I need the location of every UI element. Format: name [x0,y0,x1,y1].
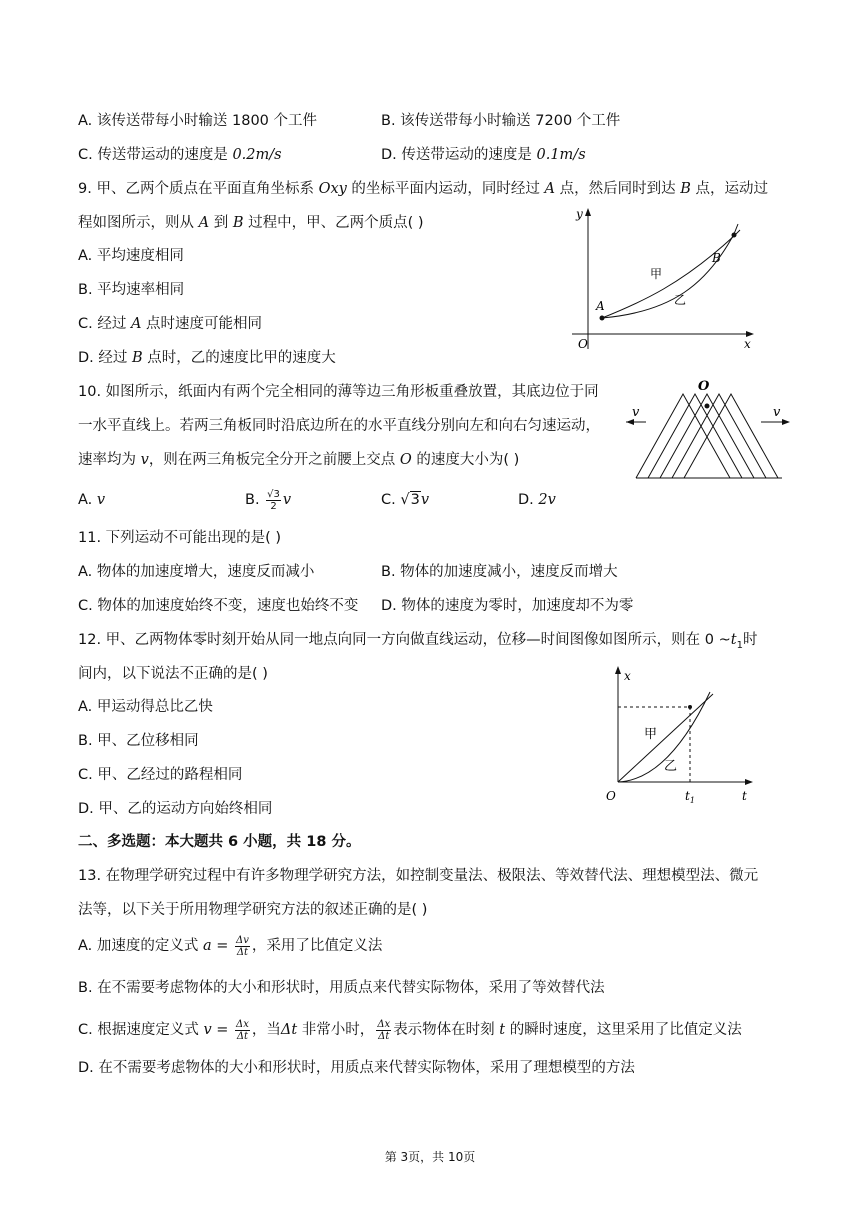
q10-fig-v-left: v [632,405,640,420]
q12-option-d: D. 甲、乙的运动方向始终相同 [78,801,273,817]
page-footer: 第 3页，共 10页 [384,1150,476,1164]
q13-stem-line2: 法等，以下关于所用物理学研究方法的叙述正确的是( ) [78,902,428,918]
q12-fig-label-yi: 乙 [664,759,678,774]
q12-fig-x-label: x [624,669,631,683]
q11-stem: 11. 下列运动不可能出现的是( ) [78,530,282,546]
q12-fig-origin: O [606,789,616,803]
q9-fig-x-label: x [744,337,751,351]
q12-option-c: C. 甲、乙经过的路程相同 [78,767,243,783]
q13-option-a: A. 加速度的定义式 a = $\frac{\Delta v}{\Delta t}$ ，采用了比值定义法 [78,934,383,958]
q8-option-c: C. 传送带运动的速度是 0.2m/s [78,147,282,163]
q10-option-a: A. v [78,492,106,508]
q13-stem-line1: 13. 在物理学研究过程中有许多物理学研究方法，如控制变量法、极限法、等效替代法、理想模型法、微元 [78,868,759,884]
q12-option-b: B. 甲、乙位移相同 [78,733,199,749]
q9-fig-label-yi: 乙 [674,293,687,307]
q10-option-c: C. √3v [381,492,430,508]
q10-figure [626,350,796,490]
q8-option-a: A. 该传送带每小时输送 1800 个工件 [78,113,318,129]
q10-fig-point-o: O [698,379,710,394]
q12-figure [598,660,764,810]
q9-stem-line2: 程如图所示，则从 A 到 B 过程中，甲、乙两个质点( ) [78,215,424,231]
q13-option-c: C. 根据速度定义式 v = $\frac{\Delta x}{\Delta t}$ ，当Δt 非常小时， $\frac{\Delta x}{\Delta t}$ 表示物体在时刻 t 的瞬时速度，这里采用了比值定义法 [78,1018,742,1042]
q11-option-a: A. 物体的加速度增大，速度反而减小 [78,564,315,580]
q9-stem-line1: 9. 甲、乙两个质点在平面直角坐标系 Oxy 的坐标平面内运动，同时经过 A 点，然后同时到达 B 点，运动过 [78,181,769,197]
q9-option-a: A. 平均速度相同 [78,248,184,264]
q9-fig-label-jia: 甲 [650,267,663,281]
q9-fig-origin: O [578,337,588,351]
q10-stem-line1: 10. 如图所示，纸面内有两个完全相同的薄等边三角形板重叠放置，其底边位于同 [78,384,599,400]
q11-option-b: B. 物体的加速度减小，速度反而增大 [381,564,618,580]
q9-option-d: D. 经过 B 点时，乙的速度比甲的速度大 [78,350,336,366]
q10-option-d: D. 2v [518,492,556,508]
q9-fig-point-b: B [712,251,721,265]
q9-fig-y-label: y [576,207,583,221]
q9-option-c: C. 经过 A 点时速度可能相同 [78,316,263,332]
q10-option-b: B. $\frac{√3}{2}$ v [245,488,292,512]
q12-fig-label-jia: 甲 [644,727,658,742]
q10-stem-line2: 一水平直线上。若两三角板同时沿底边所在的水平直线分别向左和向右匀速运动， [78,418,600,434]
q12-fig-t1-label: $t_1$ [685,789,695,805]
q13-option-b: B. 在不需要考虑物体的大小和形状时，用质点来代替实际物体，采用了等效替代法 [78,980,605,996]
q12-stem-line1: 12. 甲、乙两物体零时刻开始从同一地点向同一方向做直线运动，位移—时间图像如图所示，则在 0 $\sim t_1$时 [78,632,758,651]
q10-stem-line3: 速率均为 v，则在两三角板完全分开之前腰上交点 O 的速度大小为( ) [78,452,520,468]
q9-fig-point-a: A [596,299,605,313]
q8-option-d: D. 传送带运动的速度是 0.1m/s [381,147,586,163]
q10-fig-v-right: v [773,405,781,420]
q11-option-c: C. 物体的加速度始终不变，速度也始终不变 [78,598,359,614]
q9-option-b: B. 平均速率相同 [78,282,185,298]
q12-option-a: A. 甲运动得总比乙快 [78,699,213,715]
q8-option-b: B. 该传送带每小时输送 7200 个工件 [381,113,621,129]
q12-stem-line2: 间内，以下说法不正确的是( ) [78,666,268,682]
section-2-heading: 二、多选题：本大题共 6 小题，共 18 分。 [78,834,361,850]
q11-option-d: D. 物体的速度为零时，加速度却不为零 [381,598,634,614]
q9-figure [562,204,762,354]
q13-option-d: D. 在不需要考虑物体的大小和形状时，用质点来代替实际物体，采用了理想模型的方法 [78,1060,635,1076]
q12-fig-t-label: t [742,789,747,803]
